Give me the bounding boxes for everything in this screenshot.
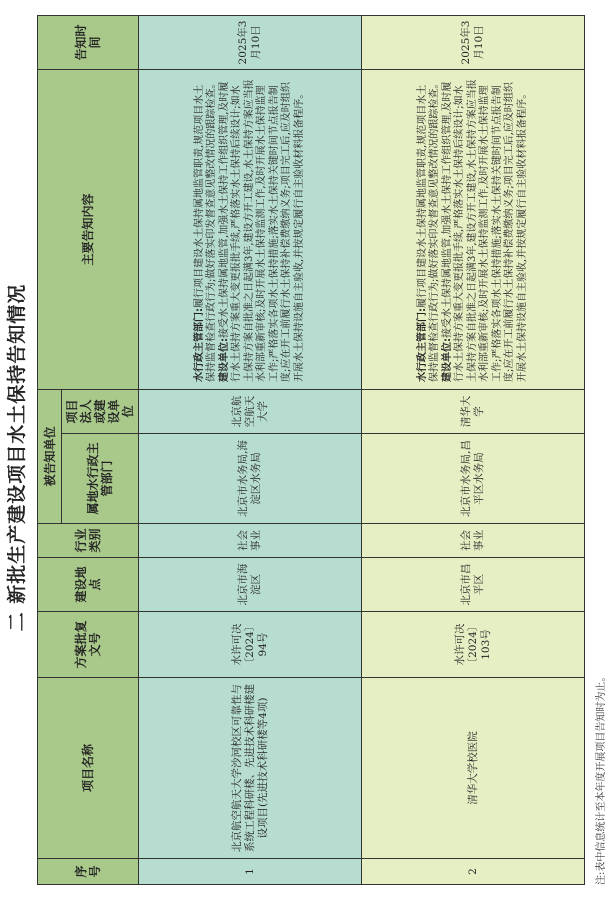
builder-label: 建设单位:	[218, 337, 230, 382]
row-location: 北京市昌平区	[362, 558, 585, 612]
admin-label: 水行政主管部门:	[193, 307, 205, 382]
row-seq: 2	[362, 859, 585, 885]
header-legal-person: 项目法人或建设单位	[62, 389, 139, 433]
builder-label: 建设单位:	[441, 337, 453, 382]
row-project-name: 清华大学校医院	[362, 678, 585, 859]
footnote: 注:表中信息统计至本年度开展项目告知时为止。	[596, 671, 607, 885]
header-notified-unit: 被告知单位	[38, 389, 62, 523]
row-local-dept: 北京市水务局,海淀区水务局	[139, 434, 362, 524]
header-location: 建设地点	[38, 558, 139, 612]
row-location: 北京市海淀区	[139, 558, 362, 612]
page-title: 二 新批生产建设项目水土保持告知情况	[6, 283, 28, 632]
row-project-name: 北京航空航天大学沙河校区可靠性与系统工程科研楼、先进技术科研楼建设项目(先进技术科研楼等4项)	[139, 678, 362, 859]
header-industry: 行业类别	[38, 524, 139, 558]
builder-text: 接受水土保持属地监管,加强水土保持工作组织管理,及时履行水土保持方案重大变更报批手续,严格落实水土保持后续设计;如水土保持方案自批准之日起满3年,建设方开工建设,水土保持方案应当报水利部重新审核;及时开展水土保持监测工作,及时开展水土保持监理工作;严格落实各项水土保持措施;落实水土保持关键时间节点报告制度;应在开工前履行水土保持补偿费缴纳义务;项目完工后,应及时组织开展水土保持设施自主验收,并按规定履行自主验收材料报备程序。	[218, 79, 305, 382]
row-seq: 1	[139, 859, 362, 885]
row-local-dept: 北京市水务局,昌平区水务局	[362, 434, 585, 524]
row-approval-no: 水许可决〔2024〕94号	[139, 612, 362, 678]
header-project-name: 项目名称	[38, 678, 139, 859]
header-content: 主要告知内容	[38, 69, 139, 389]
header-row-1	[38, 15, 62, 884]
row-approval-no: 水许可决〔2024〕103号	[362, 612, 585, 678]
row-industry: 社会事业	[362, 524, 585, 558]
admin-text: 履行项目建设水土保持属地监管职责,规范项目水土保持监督检查行政行为;做好落实印发督查意见整改情况的跟踪检查。	[416, 78, 441, 382]
row-date: 2025年3月10日	[139, 15, 362, 69]
row-content	[362, 69, 585, 389]
admin-label: 水行政主管部门:	[416, 307, 428, 382]
admin-text: 履行项目建设水土保持属地监管职责,规范项目水土保持监督检查行政行为;做好落实印发督查意见整改情况的跟踪检查。	[193, 78, 218, 382]
row-legal-person: 北京航空航天大学	[139, 389, 362, 433]
table-row	[362, 15, 585, 884]
header-date: 告知时间	[38, 15, 139, 69]
row-industry: 社会事业	[139, 524, 362, 558]
row-date: 2025年3月10日	[362, 15, 585, 69]
notice-table	[37, 15, 585, 885]
table-row	[139, 15, 362, 884]
header-approval-no: 方案批复文号	[38, 612, 139, 678]
row-legal-person: 清华大学	[362, 389, 585, 433]
row-content	[139, 69, 362, 389]
header-local-dept: 属地水行政主管部门	[62, 434, 139, 524]
header-seq: 序号	[38, 859, 139, 885]
builder-text: 接受水土保持属地监管,加强水土保持工作组织管理,及时履行水土保持方案重大变更报批手续,严格落实水土保持后续设计;如水土保持方案自批准之日起满3年,建设方开工建设,水土保持方案应当报水利部重新审核;及时开展水土保持监测工作,及时开展水土保持监理工作;严格落实各项水土保持措施;落实水土保持关键时间节点报告制度;应在开工前履行水土保持补偿费缴纳义务;项目完工后,应及时组织开展水土保持设施自主验收,并按规定履行自主验收材料报备程序。	[441, 79, 528, 382]
